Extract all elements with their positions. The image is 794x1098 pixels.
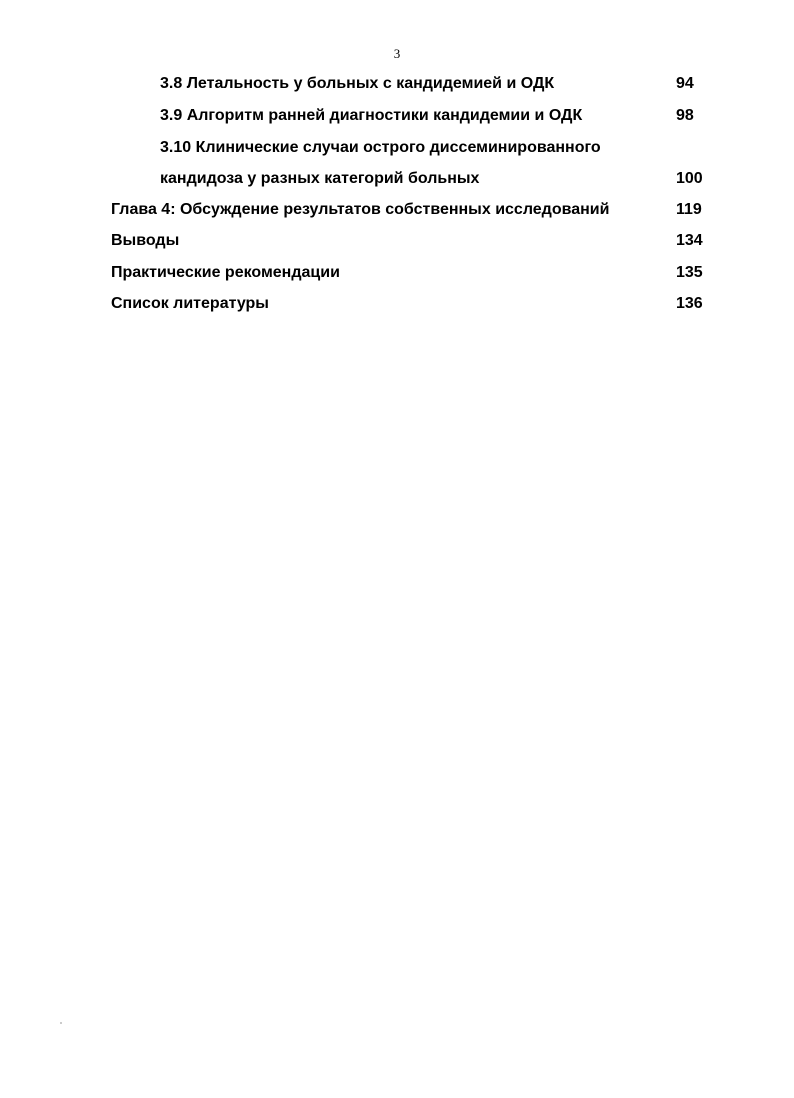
toc-entry-title: кандидоза у разных категорий больных bbox=[160, 170, 480, 187]
toc-entry-page: 100 bbox=[676, 170, 703, 187]
toc-entry-page: 134 bbox=[676, 232, 703, 249]
toc-entry-title: Глава 4: Обсуждение результатов собственных исследований bbox=[111, 201, 610, 218]
toc-entry-references bbox=[0, 293, 794, 315]
toc-entry-title: Практические рекомендации bbox=[111, 264, 340, 281]
toc-entry-page: 98 bbox=[676, 107, 694, 124]
toc-entry-title: 3.10 Клинические случаи острого диссеминированного bbox=[160, 139, 601, 156]
toc-entry-3-8 bbox=[0, 73, 794, 95]
toc-entry-3-10-continued bbox=[0, 168, 794, 190]
toc-entry-3-9 bbox=[0, 105, 794, 127]
toc-entry-title: Список литературы bbox=[111, 295, 269, 312]
toc-entry-page: 94 bbox=[676, 75, 694, 92]
toc-entry-title: 3.9 Алгоритм ранней диагностики кандидемии и ОДК bbox=[160, 107, 583, 124]
toc-entry-page: 119 bbox=[676, 201, 702, 218]
toc-entry-title: Выводы bbox=[111, 232, 180, 249]
toc-entry-page: 135 bbox=[676, 264, 703, 281]
toc-entry-3-10 bbox=[0, 137, 794, 159]
toc-entry-conclusions bbox=[0, 230, 794, 252]
toc-entry-recommendations bbox=[0, 262, 794, 284]
page-number: 3 bbox=[393, 46, 401, 61]
toc-entry-page: 136 bbox=[676, 295, 703, 312]
scan-speck bbox=[60, 1022, 62, 1024]
toc-entry-title: 3.8 Летальность у больных с кандидемией и ОДК bbox=[160, 75, 555, 92]
toc-entry-chapter-4 bbox=[0, 199, 794, 221]
